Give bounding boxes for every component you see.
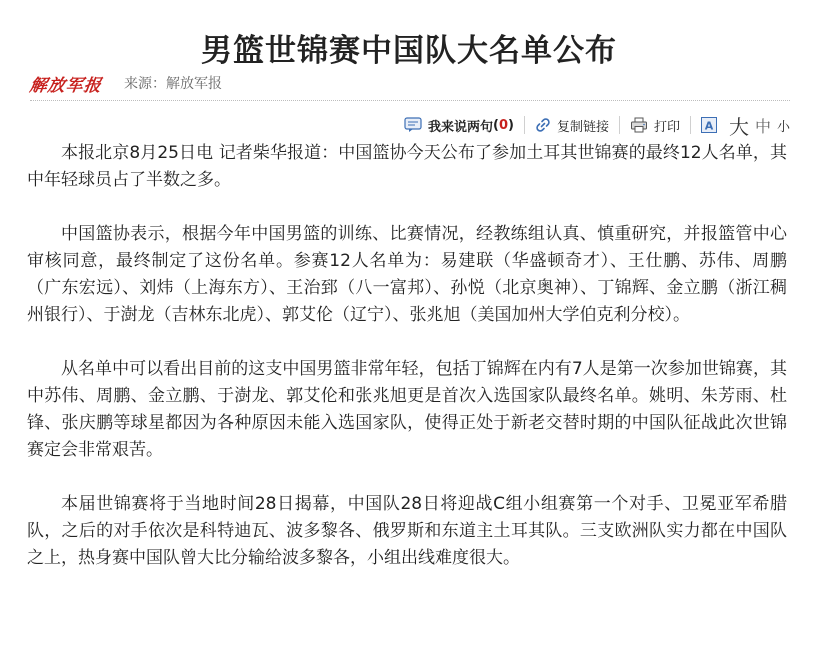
toolbar-separator (690, 116, 691, 134)
font-size-icon (701, 117, 717, 133)
source-label: 来源：解放军报 (124, 76, 222, 92)
toolbar-separator (619, 116, 620, 134)
printer-icon (630, 117, 648, 133)
font-size-large-button[interactable]: 大 (728, 114, 749, 139)
source-row (30, 68, 222, 98)
comment-count: 0 (498, 117, 508, 133)
speech-bubble-icon (404, 117, 422, 133)
article-body (27, 140, 787, 599)
font-size-small-button[interactable]: 小 (776, 119, 790, 135)
newspaper-logo: 解放军报 (28, 75, 104, 96)
copy-link-button[interactable] (535, 116, 609, 135)
link-icon (535, 117, 551, 133)
article-paragraph: 本报北京8月25日电 记者柴华报道：中国篮协今天公布了参加土耳其世锦赛的最终12人名单，其中年轻球员占了半数之多。 (27, 143, 787, 190)
article-paragraph: 从名单中可以看出目前的这支中国男篮非常年轻，包括丁锦辉在内有7人是第一次参加世锦赛，其中苏伟、周鹏、金立鹏、于澍龙、郭艾伦和张兆旭更是首次入选国家队最终名单。姚明、朱芳雨、杜锋、张庆鹏等球星都因为各种原因未能入选国家队，使得正处于新老交替时期的中国队征战此次世锦赛定会非常艰苦。 (27, 359, 787, 460)
comment-paren-close: ) (507, 117, 514, 133)
comment-button[interactable] (404, 116, 514, 135)
divider (30, 100, 790, 101)
copy-link-label: 复制链接 (556, 119, 609, 135)
font-size-medium-button[interactable]: 中 (754, 116, 771, 136)
article-title: 男篮世锦赛中国队大名单公布 (201, 32, 617, 69)
article-paragraph: 本届世锦赛将于当地时间28日揭幕，中国队28日将迎战C组小组赛第一个对手、卫冕亚军希腊队，之后的对手依次是科特迪瓦、波多黎各、俄罗斯和东道主土耳其队。三支欧洲队实力都在中国队之上，热身赛中国队曾大比分输给波多黎各，小组出线难度很大。 (27, 494, 787, 568)
article-toolbar (404, 112, 790, 138)
comment-paren-open: ( (492, 117, 499, 133)
toolbar-separator (524, 116, 525, 134)
font-size-control (701, 111, 790, 140)
comment-label: 我来说两句 (427, 119, 493, 135)
print-label: 打印 (653, 119, 680, 135)
font-size-icon-glyph: A (704, 119, 714, 133)
print-button[interactable] (630, 116, 680, 135)
article-paragraph: 中国篮协表示，根据今年中国男篮的训练、比赛情况，经教练组认真、慎重研究，并报篮管中心审核同意，最终制定了这份名单。参赛12人名单为：易建联（华盛顿奇才）、王仕鹏、苏伟、周鹏（广东宏远）、刘炜（上海东方）、王治郅（八一富邦）、孙悦（北京奥神）、丁锦辉、金立鹏（浙江稠州银行）、于澍龙（吉林东北虎）、郭艾伦（辽宁）、张兆旭（美国加州大学伯克利分校）。 (27, 224, 787, 325)
